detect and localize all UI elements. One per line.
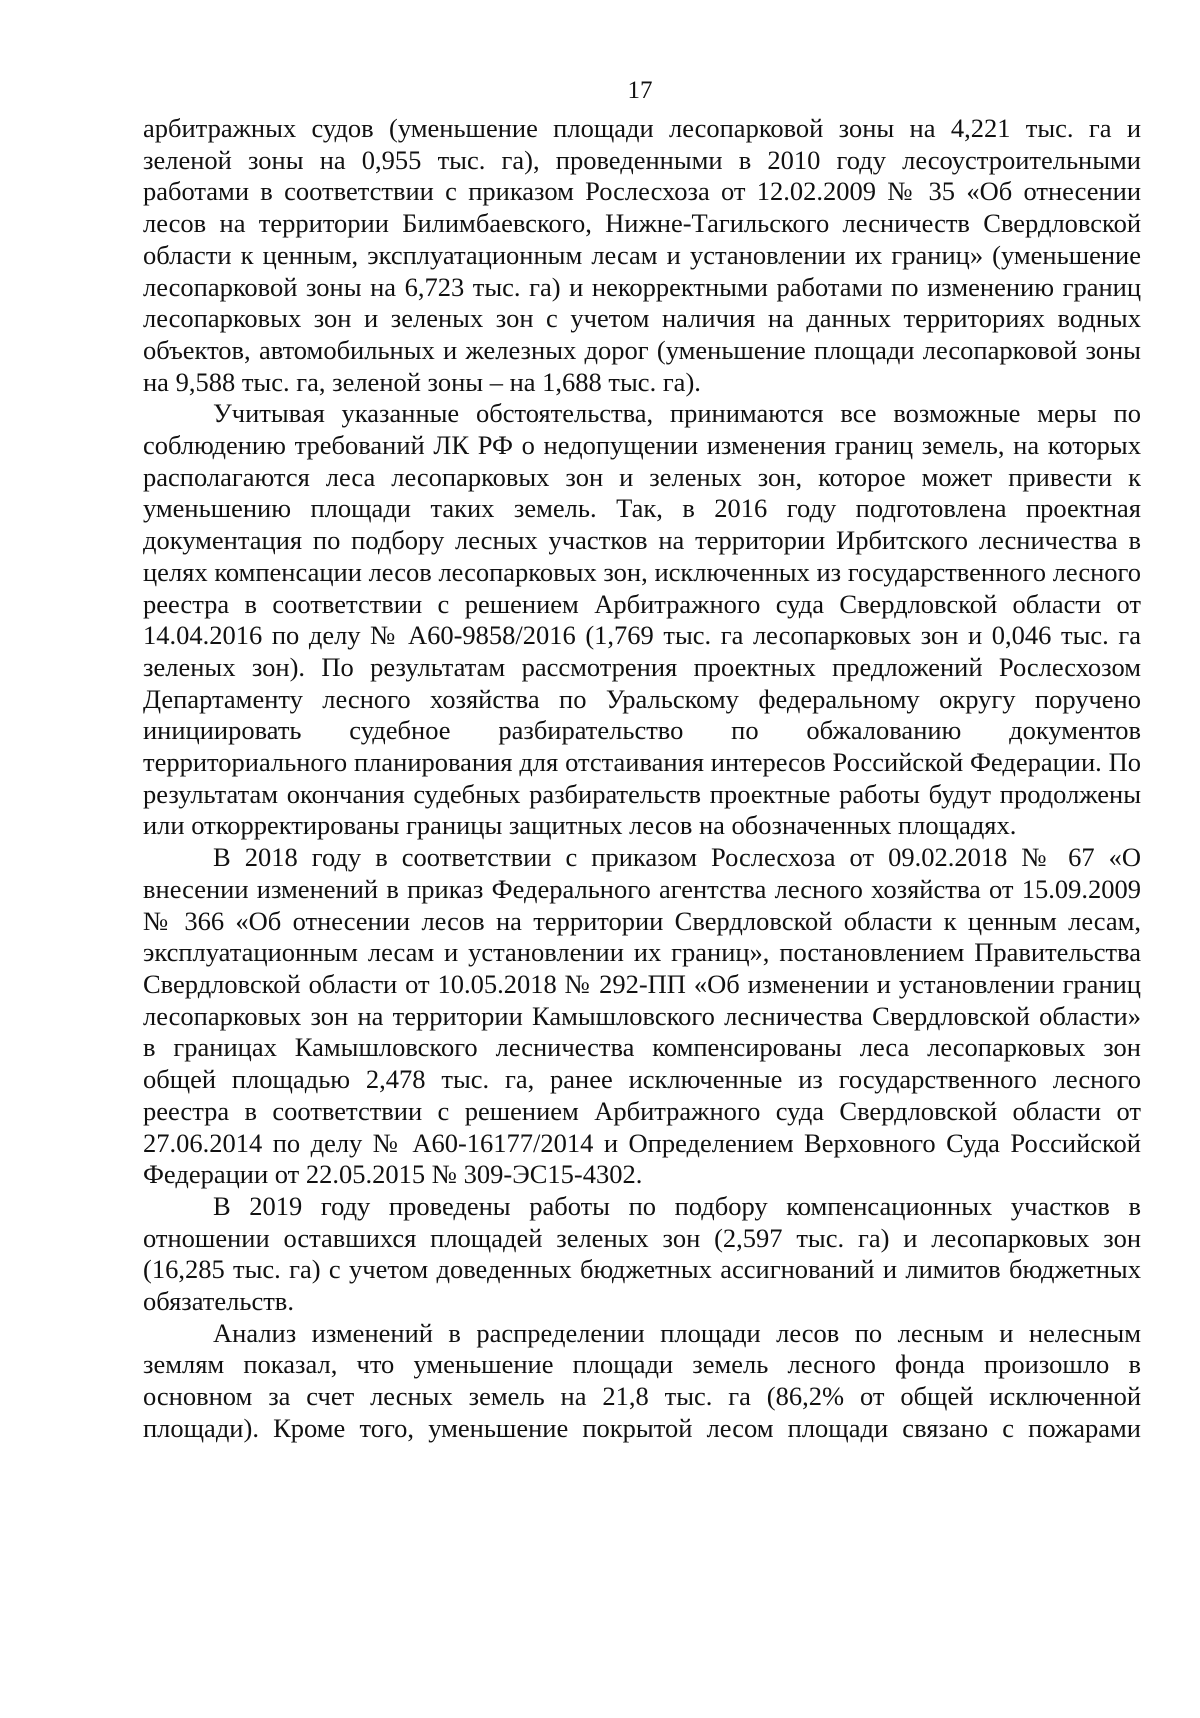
paragraph-area-analysis: Анализ изменений в распределении площади лесов по лесным и нелесным землям показал, что уменьшение площади земель лесного фонда произошло в основном за счет лесных земель на 21,8 тыс. га (86,2% от общей исключенной площади). Кроме того, уменьшение покрытой лесом площади связано с пожарами: [143, 1317, 1141, 1443]
paragraph-continuation: арбитражных судов (уменьшение площади лесопарковой зоны на 4,221 тыс. га и зеленой зоны на 0,955 тыс. га), проведенными в 2010 году лесоустроительными работами в соответствии с приказом Рослесхоза от 12.02.2009 № 35 «Об отнесении лесов на территории Билимбаевского, Нижне-Тагильского лесничеств Свердловской области к ценным, эксплуатационным лесам и установлении их границ» (уменьшение лесопарковой зоны на 6,723 тыс. га) и некорректными работами по изменению границ лесопарковых зон и зеленых зон с учетом наличия на данных территориях водных объектов, автомобильных и железных дорог (уменьшение площади лесопарковой зоны на 9,588 тыс. га, зеленой зоны – на 1,688 тыс. га).: [143, 113, 1141, 397]
page-number: 17: [627, 77, 653, 104]
document-body: [143, 113, 1141, 1445]
paragraph-2018-compensation: В 2018 году в соответствии с приказом Рослесхоза от 09.02.2018 № 67 «О внесении изменений в приказ Федерального агентства лесного хозяйства от 15.09.2009 № 366 «Об отнесении лесов на территории Свердловской области к ценным лесам, эксплуатационным лесам и установлении их границ», постановлением Правительства Свердловской области от 10.05.2018 № 292-ПП «Об изменении и установлении границ лесопарковых зон на территории Камышловского лесничества Свердловской области» в границах Камышловского лесничества компенсированы леса лесопарковых зон общей площадью 2,478 тыс. га, ранее исключенные из государственного лесного реестра в соответствии с решением Арбитражного суда Свердловской области от 27.06.2014 по делу № А60-16177/2014 и Определением Верховного Суда Российской Федерации от 22.05.2015 № 309-ЭС15-4302.: [143, 842, 1141, 1190]
paragraph-2019-works: В 2019 году проведены работы по подбору компенсационных участков в отношении оставшихся площадей зеленых зон (2,597 тыс. га) и лесопарковых зон (16,285 тыс. га) с учетом доведенных бюджетных ассигнований и лимитов бюджетных обязательств.: [143, 1190, 1141, 1317]
paragraph-compensation-measures: Учитывая указанные обстоятельства, принимаются все возможные меры по соблюдению требований ЛК РФ о недопущении изменения границ земель, на которых располагаются леса лесопарковых зон и зеленых зон, которое может привести к уменьшению площади таких земель. Так, в 2016 году подготовлена проектная документация по подбору лесных участков на территории Ирбитского лесничества в целях компенсации лесов лесопарковых зон, исключенных из государственного лесного реестра в соответствии с решением Арбитражного суда Свердловской области от 14.04.2016 по делу № А60-9858/2016 (1,769 тыс. га лесопарковых зон и 0,046 тыс. га зеленых зон). По результатам рассмотрения проектных предложений Рослесхозом Департаменту лесного хозяйства по Уральскому федеральному округу поручено инициировать судебное разбирательство по обжалованию документов территориального планирования для отстаивания интересов Российской Федерации. По результатам окончания судебных разбирательств проектные работы будут продолжены или откорректированы границы защитных лесов на обозначенных площадях.: [143, 398, 1141, 841]
